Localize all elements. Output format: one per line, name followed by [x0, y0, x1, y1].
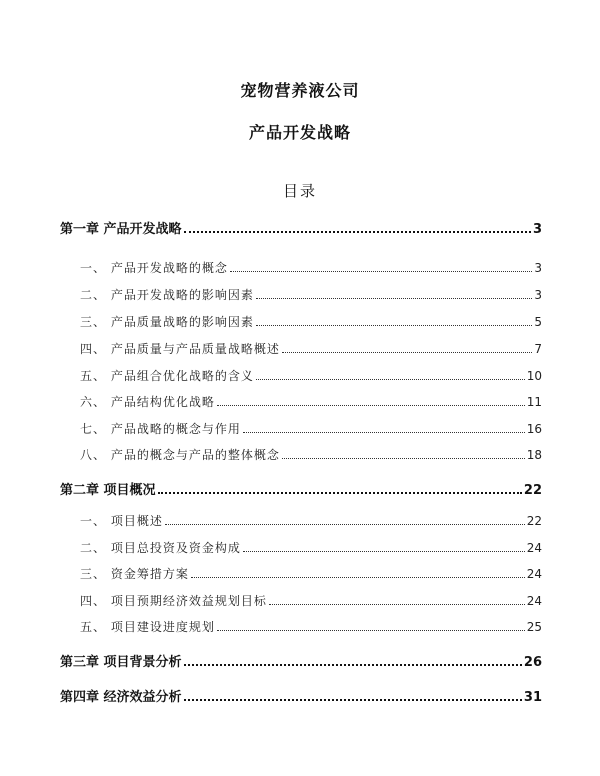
toc-page-number: 26: [523, 655, 542, 670]
toc-section-1-1[interactable]: [80, 259, 542, 276]
toc-section-2-1[interactable]: [80, 512, 542, 529]
toc-leader-dots: [165, 523, 525, 525]
toc-page-number: 5: [534, 315, 542, 329]
toc-entry-label: 八、 产品的概念与产品的整体概念: [80, 448, 280, 462]
toc-section-2-3[interactable]: [80, 565, 542, 582]
toc-page-number: 24: [526, 594, 542, 608]
toc-leader-dots: [256, 324, 533, 326]
toc-section-1-3[interactable]: [80, 313, 542, 330]
toc-chapter-1[interactable]: [60, 218, 542, 237]
toc-leader-dots: [158, 491, 522, 494]
toc-entry-label: 一、 产品开发战略的概念: [80, 261, 228, 275]
toc-leader-dots: [269, 603, 525, 605]
toc-entry-label: 五、 产品组合优化战略的含义: [80, 369, 254, 383]
toc-leader-dots: [217, 629, 525, 631]
toc-leader-dots: [243, 431, 525, 433]
toc-leader-dots: [217, 404, 525, 406]
toc-page-number: 24: [526, 541, 542, 555]
toc-leader-dots: [282, 351, 533, 353]
toc-page-number: 18: [526, 448, 542, 462]
toc-section-2-2[interactable]: [80, 539, 542, 556]
toc-entry-label: 二、 产品开发战略的影响因素: [80, 288, 254, 302]
toc-leader-dots: [256, 297, 533, 299]
toc-page-number: 7: [534, 342, 542, 356]
toc-page-number: 3: [534, 288, 542, 302]
toc-page-number: 25: [526, 620, 542, 634]
toc-page-number: 22: [526, 514, 542, 528]
toc-entry-label: 第三章 项目背景分析: [60, 655, 182, 670]
toc-page-number: 16: [526, 422, 542, 436]
toc-leader-dots: [230, 270, 533, 272]
company-title: 宠物营养液公司: [240, 81, 360, 100]
toc-section-1-8[interactable]: [80, 446, 542, 463]
toc-entry-label: 三、 资金筹措方案: [80, 567, 189, 581]
toc-section-1-2[interactable]: [80, 286, 542, 303]
toc-entry-label: 三、 产品质量战略的影响因素: [80, 315, 254, 329]
toc-leader-dots: [184, 230, 531, 233]
toc-entry-label: 六、 产品结构优化战略: [80, 395, 215, 409]
toc-section-2-5[interactable]: [80, 618, 542, 635]
toc-entry-label: 一、 项目概述: [80, 514, 163, 528]
toc-page-number: 31: [523, 690, 542, 705]
toc-section-2-4[interactable]: [80, 592, 542, 609]
toc-page-number: 11: [526, 395, 542, 409]
toc-leader-dots: [256, 378, 525, 380]
toc-entry-label: 第一章 产品开发战略: [60, 222, 182, 237]
toc-heading: 目录: [282, 182, 317, 200]
toc-leader-dots: [243, 550, 525, 552]
toc-entry-label: 第四章 经济效益分析: [60, 690, 182, 705]
toc-chapter-3[interactable]: [60, 651, 542, 670]
toc-entry-label: 第二章 项目概况: [60, 483, 156, 498]
toc-leader-dots: [191, 576, 525, 578]
toc-entry-label: 四、 项目预期经济效益规划目标: [80, 594, 267, 608]
toc-page-number: 10: [526, 369, 542, 383]
toc-chapter-4[interactable]: [60, 686, 542, 705]
toc-section-1-6[interactable]: [80, 393, 542, 410]
toc-entry-label: 七、 产品战略的概念与作用: [80, 422, 241, 436]
document-title: 产品开发战略: [248, 123, 351, 142]
toc-leader-dots: [282, 457, 525, 459]
toc-entry-label: 二、 项目总投资及资金构成: [80, 541, 241, 555]
toc-chapter-2[interactable]: [60, 479, 542, 498]
toc-section-1-7[interactable]: [80, 420, 542, 437]
toc-page-number: 3: [532, 222, 542, 237]
toc-entry-label: 五、 项目建设进度规划: [80, 620, 215, 634]
toc-page-number: 3: [534, 261, 542, 275]
toc-page-number: 24: [526, 567, 542, 581]
toc-section-1-4[interactable]: [80, 340, 542, 357]
toc-leader-dots: [184, 663, 522, 666]
toc-leader-dots: [184, 698, 522, 701]
toc-entry-label: 四、 产品质量与产品质量战略概述: [80, 342, 280, 356]
toc-section-1-5[interactable]: [80, 367, 542, 384]
toc-page-number: 22: [523, 483, 542, 498]
